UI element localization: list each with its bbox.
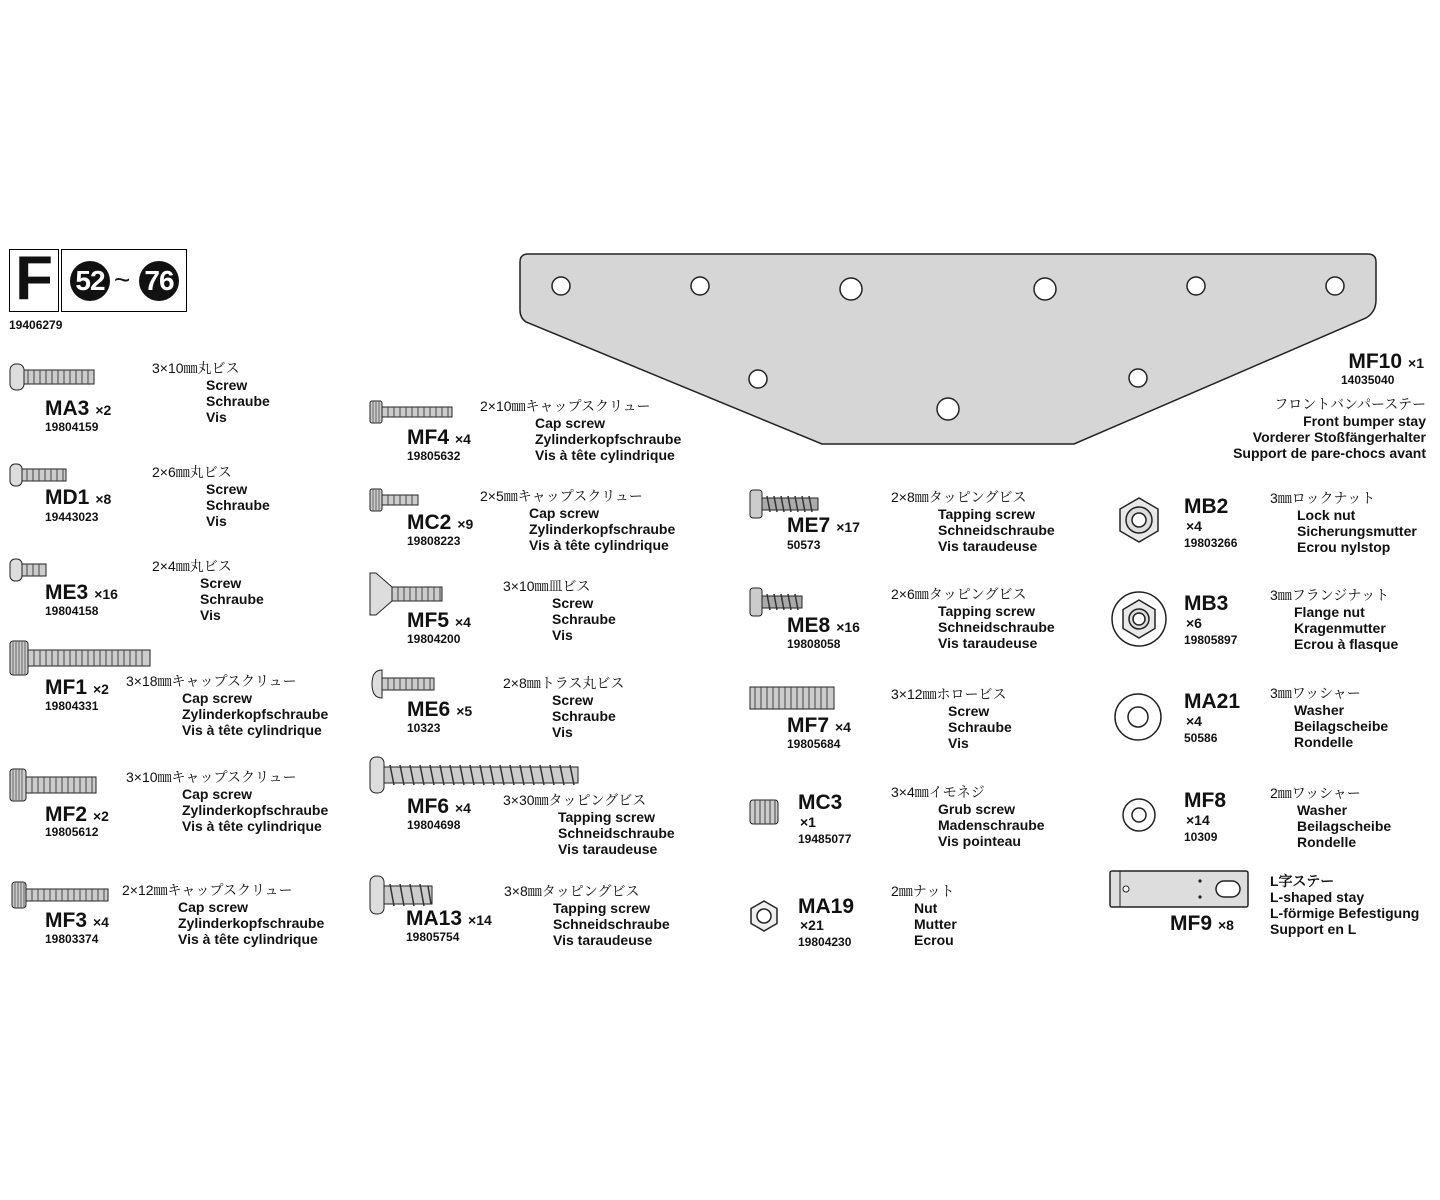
part-description: 2×10㎜キャップスクリュー Cap screw Zylinderkopfschraube Vis à tête cylindrique [480,398,682,463]
part-number: 19803266 [1184,536,1238,550]
part-qty: ×4 [1186,518,1202,534]
part-description: 3×4㎜イモネジ Grub screw Madenschraube Vis pointeau [891,784,1045,849]
part-number: 10309 [1184,830,1218,844]
part-description: 2×8㎜トラス丸ビス Screw Schraube Vis [503,675,625,740]
part-number: 19805754 [406,930,460,944]
cap-screw-icon [12,882,112,908]
part-code: MC3 [798,791,843,814]
part-code: MF7 ×4 [787,714,851,737]
part-qty: ×21 [800,917,824,933]
part-description: 3×18㎜キャップスクリュー Cap screw Zylinderkopfschraube Vis à tête cylindrique [126,673,329,738]
part-description: 3×8㎜タッピングビス Tapping screw Schneidschraube Vis taraudeuse [504,883,670,948]
part-code: MF8 [1184,789,1226,812]
part-code: MF9 ×8 [1170,912,1234,935]
part-qty: ×1 [1408,355,1424,371]
part-description: 2㎜ナット Nut Mutter Ecrou [891,883,957,948]
part-code: MA21 [1184,690,1241,713]
screw-icon [10,558,50,582]
tapping-screw-icon [750,588,806,616]
part-number: 19804200 [407,632,461,646]
part-number: 19803374 [45,932,99,946]
part-description: 3×30㎜タッピングビス Tapping screw Schneidschraube Vis taraudeuse [503,792,675,857]
part-code: ME6 ×5 [407,698,473,721]
part-description: 2×4㎜丸ビス Screw Schraube Vis [152,558,264,623]
part-number: 19804159 [45,420,99,434]
truss-screw-icon [372,670,438,698]
part-description: 3×10㎜キャップスクリュー Cap screw Zylinderkopfschraube Vis à tête cylindrique [126,769,329,834]
part-code: MF1 ×2 [45,676,109,699]
part-code: MF4 ×4 [407,426,471,449]
part-description: 3×10㎜丸ビス Screw Schraube Vis [152,360,270,425]
part-description: 2×12㎜キャップスクリュー Cap screw Zylinderkopfschraube Vis à tête cylindrique [122,882,325,947]
part-code: MA13 ×14 [406,907,492,930]
tapping-screw-icon [370,757,582,793]
step-from-badge: 52 [70,261,110,301]
part-qty: ×4 [1186,713,1202,729]
part-code: MD1 ×8 [45,486,112,509]
part-description: 2×6㎜丸ビス Screw Schraube Vis [152,464,270,529]
cap-screw-icon [10,641,156,675]
part-description: 3×10㎜皿ビス Screw Schraube Vis [503,578,616,643]
screw-icon [10,463,70,487]
part-number: 10323 [407,721,441,735]
kit-number: 19406279 [9,318,63,332]
part-description: 2×5㎜キャップスクリュー Cap screw Zylinderkopfschraube Vis à tête cylindrique [480,488,676,553]
part-code: MC2 ×9 [407,511,474,534]
part-description: L字ステー L-shaped stay L-förmige Befestigung Support en L [1270,873,1420,937]
part-number: 19808058 [787,637,841,651]
part-number: 14035040 [1341,373,1395,387]
part-number: 19805684 [787,737,841,751]
part-number: 19808223 [407,534,461,548]
hollow-screw-icon [750,687,836,709]
part-number: 19804158 [45,604,99,618]
lock-nut-icon [1116,497,1162,543]
part-description: フロントバンパーステー Front bumper stay Vorderer Stoßfängerhalter Support de pare-chocs avant [1233,396,1426,461]
cap-screw-icon [370,401,456,423]
part-code: MB3 [1184,592,1229,615]
part-code: ME7 ×17 [787,514,860,537]
part-number: 19804230 [798,935,852,949]
part-code: MF6 ×4 [407,795,471,818]
part-number: 19804698 [407,818,461,832]
part-description: 3×12㎜ホロービス Screw Schraube Vis [891,686,1012,751]
part-code: ME8 ×16 [787,614,860,637]
part-qty: ×14 [1186,812,1210,828]
part-description: 2×6㎜タッピングビス Tapping screw Schneidschraube Vis taraudeuse [891,586,1055,651]
part-code: MF3 ×4 [45,909,109,932]
part-number: 19485077 [798,832,852,846]
flange-nut-icon [1110,590,1168,648]
part-description: 3㎜フランジナット Flange nut Kragenmutter Ecrou à flasque [1270,587,1399,652]
part-description: 3㎜ワッシャー Washer Beilagscheibe Rondelle [1270,685,1389,750]
part-description: 2㎜ワッシャー Washer Beilagscheibe Rondelle [1270,785,1392,850]
l-shaped-stay-icon [1110,871,1252,909]
part-code: MF10 ×1 [1348,350,1424,373]
part-code: MF5 ×4 [407,609,471,632]
part-code: MA3 ×2 [45,397,112,420]
part-qty: ×1 [800,814,816,830]
cap-screw-icon [10,769,100,801]
part-number: 50586 [1184,731,1218,745]
washer-icon [1122,798,1156,832]
bag-letter: F [15,244,53,313]
part-code: MF2 ×2 [45,803,109,826]
part-number: 19443023 [45,510,99,524]
part-number: 19805612 [45,825,99,839]
part-number: 19805632 [407,449,461,463]
part-qty: ×6 [1186,615,1202,631]
part-description: 3㎜ロックナット Lock nut Sicherungsmutter Ecrou nylstop [1270,490,1417,555]
part-number: 50573 [787,538,821,552]
screw-icon [10,362,100,392]
part-number: 19804331 [45,699,99,713]
step-range-separator: ~ [114,264,131,295]
nut-icon [748,900,780,932]
grub-screw-icon [750,800,780,824]
part-code: MB2 [1184,495,1229,518]
step-to-badge: 76 [139,261,179,301]
part-code: MA19 [798,895,855,918]
part-code: ME3 ×16 [45,581,118,604]
washer-icon [1114,693,1162,741]
cap-screw-icon [370,489,422,511]
part-description: 2×8㎜タッピングビス Tapping screw Schneidschraube Vis taraudeuse [891,489,1055,554]
part-number: 19805897 [1184,633,1238,647]
